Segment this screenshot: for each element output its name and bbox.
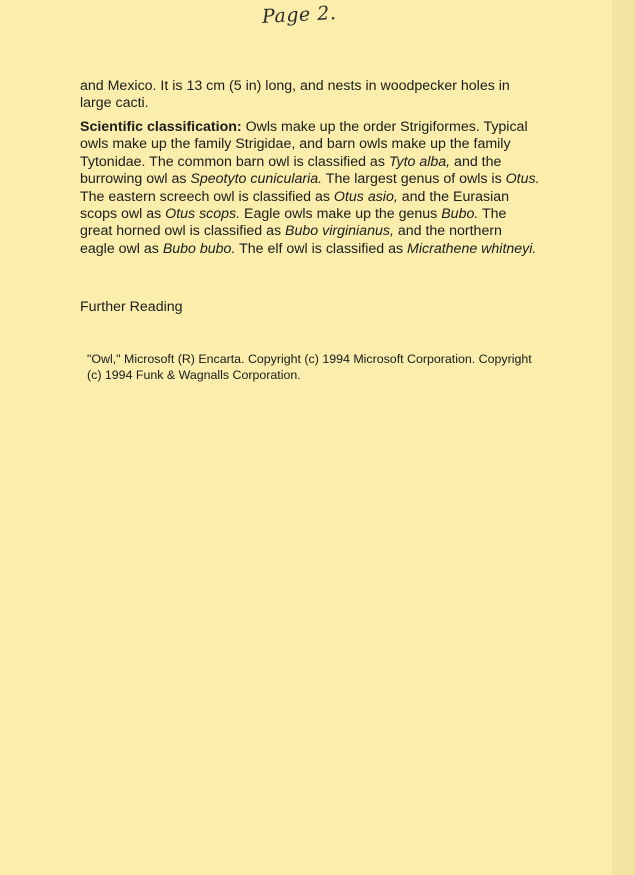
genus-name: Otus. bbox=[505, 171, 540, 188]
species-name: Tyto alba, bbox=[388, 153, 451, 170]
species-name: Micrathene whitneyi. bbox=[407, 240, 537, 257]
text-segment: The largest genus of owls is bbox=[322, 171, 506, 188]
species-name: Speotyto cunicularia. bbox=[190, 171, 323, 188]
text-segment: and the northern eagle owl as bbox=[80, 223, 502, 257]
paragraph-scientific-classification bbox=[80, 119, 540, 258]
species-name: Bubo bubo. bbox=[162, 240, 236, 257]
section-heading: Scientific classification: bbox=[80, 119, 242, 135]
page-edge bbox=[612, 0, 635, 875]
paragraph-continuation: and Mexico. It is 13 cm (5 in) long, and nests in woodpecker holes in large cacti. bbox=[80, 78, 510, 112]
further-reading-heading: Further Reading bbox=[80, 299, 183, 315]
text-segment: The elf owl is classified as bbox=[235, 240, 408, 257]
text-segment: and the Eurasian scops owl as bbox=[80, 188, 510, 223]
species-name: Otus asio, bbox=[333, 188, 398, 205]
text-segment: The great horned owl is classified as bbox=[80, 206, 507, 240]
text-segment: The eastern screech owl is classified as bbox=[80, 188, 334, 205]
text-segment: Owls make up the order Strigiformes. Typical owls make up the family Strigidae, and barn owls make up the family Tytonidae. The common barn owl is classified as bbox=[80, 119, 528, 170]
text-segment: Eagle owls make up the genus bbox=[240, 206, 442, 223]
handwritten-page-number: Page 2. bbox=[261, 2, 337, 28]
species-name: Otus scops. bbox=[165, 206, 241, 223]
text-segment: and the burrowing owl as bbox=[80, 153, 502, 188]
source-citation: "Owl," Microsoft (R) Encarta. Copyright (c) 1994 Microsoft Corporation. Copyright (c) 1994 Funk & Wagnalls Corporation. bbox=[87, 352, 532, 382]
genus-name: Bubo. bbox=[441, 206, 479, 223]
species-name: Bubo virginianus, bbox=[285, 223, 394, 240]
